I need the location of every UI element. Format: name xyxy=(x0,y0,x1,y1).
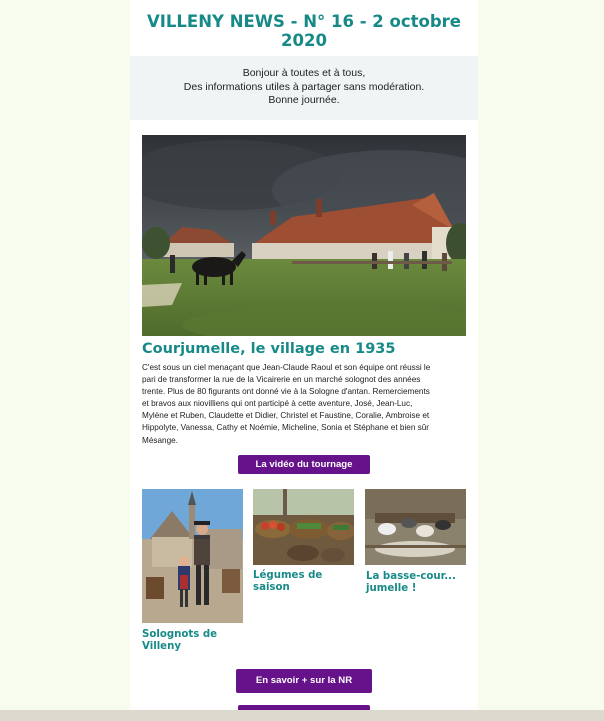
card-title-line: saison xyxy=(253,581,290,593)
newsletter-title-line1: VILLENY NEWS - N° 16 - 2 octobre xyxy=(146,12,461,31)
card-title-legumes[interactable] xyxy=(253,570,354,593)
video-button[interactable]: La vidéo du tournage xyxy=(238,455,370,474)
card-photo-basse-cour[interactable] xyxy=(365,489,466,565)
card-photo-solognots[interactable] xyxy=(142,489,243,623)
article-body-line: pari de transformer la rue de la Vicairerie en un marché solognot des années xyxy=(142,375,421,385)
article-title: Courjumelle, le village en 1935 xyxy=(142,341,396,357)
newsletter-title-line2: 2020 xyxy=(281,31,327,50)
article-body-line: trente. Plus de 80 figurants ont donné vie à la Sologne d'antan. Remerciements xyxy=(142,387,430,397)
intro-block xyxy=(130,56,478,120)
newsletter-title xyxy=(130,12,478,50)
intro-closing: Bonne journée. xyxy=(268,94,340,107)
card-title-basse-cour[interactable] xyxy=(366,571,467,594)
intro-subtitle: Des informations utiles à partager sans modération. xyxy=(183,80,425,93)
article-body xyxy=(142,362,466,447)
article-body-line: et bravos aux niovilliens qui ont participé à cette aventure, José, Jean-Luc, xyxy=(142,399,413,409)
card-title-line: jumelle ! xyxy=(366,582,417,594)
hero-photo xyxy=(142,135,466,336)
bottom-strip xyxy=(0,710,604,721)
intro-greeting: Bonjour à toutes et à tous, xyxy=(242,67,366,79)
card-title-solognots[interactable] xyxy=(142,629,243,652)
card-title-line: Solognots de xyxy=(142,629,218,640)
card-photo-legumes[interactable] xyxy=(253,489,354,565)
article-body-line: C'est sous un ciel menaçant que Jean-Claude Raoul et son équipe ont réussi le xyxy=(142,363,431,372)
article-body-line: Mylène et Ruben, Claudette et Didier, Christel et Faustine, Coralie, Ambroise et xyxy=(142,411,430,421)
article-body-line: Mésange. xyxy=(142,435,178,445)
card-title-line: Villeny xyxy=(142,640,181,652)
article-body-line: Hippolyte, Vanessa, Cathy et Noémie, Micheline, Sonia et Stéphane et bien sûr xyxy=(142,423,430,433)
card-title-line: La basse-cour... xyxy=(366,571,456,582)
more-info-button[interactable]: En savoir + sur la NR xyxy=(236,669,372,693)
card-title-line: Légumes de xyxy=(253,570,323,581)
newsletter-content xyxy=(130,0,478,721)
